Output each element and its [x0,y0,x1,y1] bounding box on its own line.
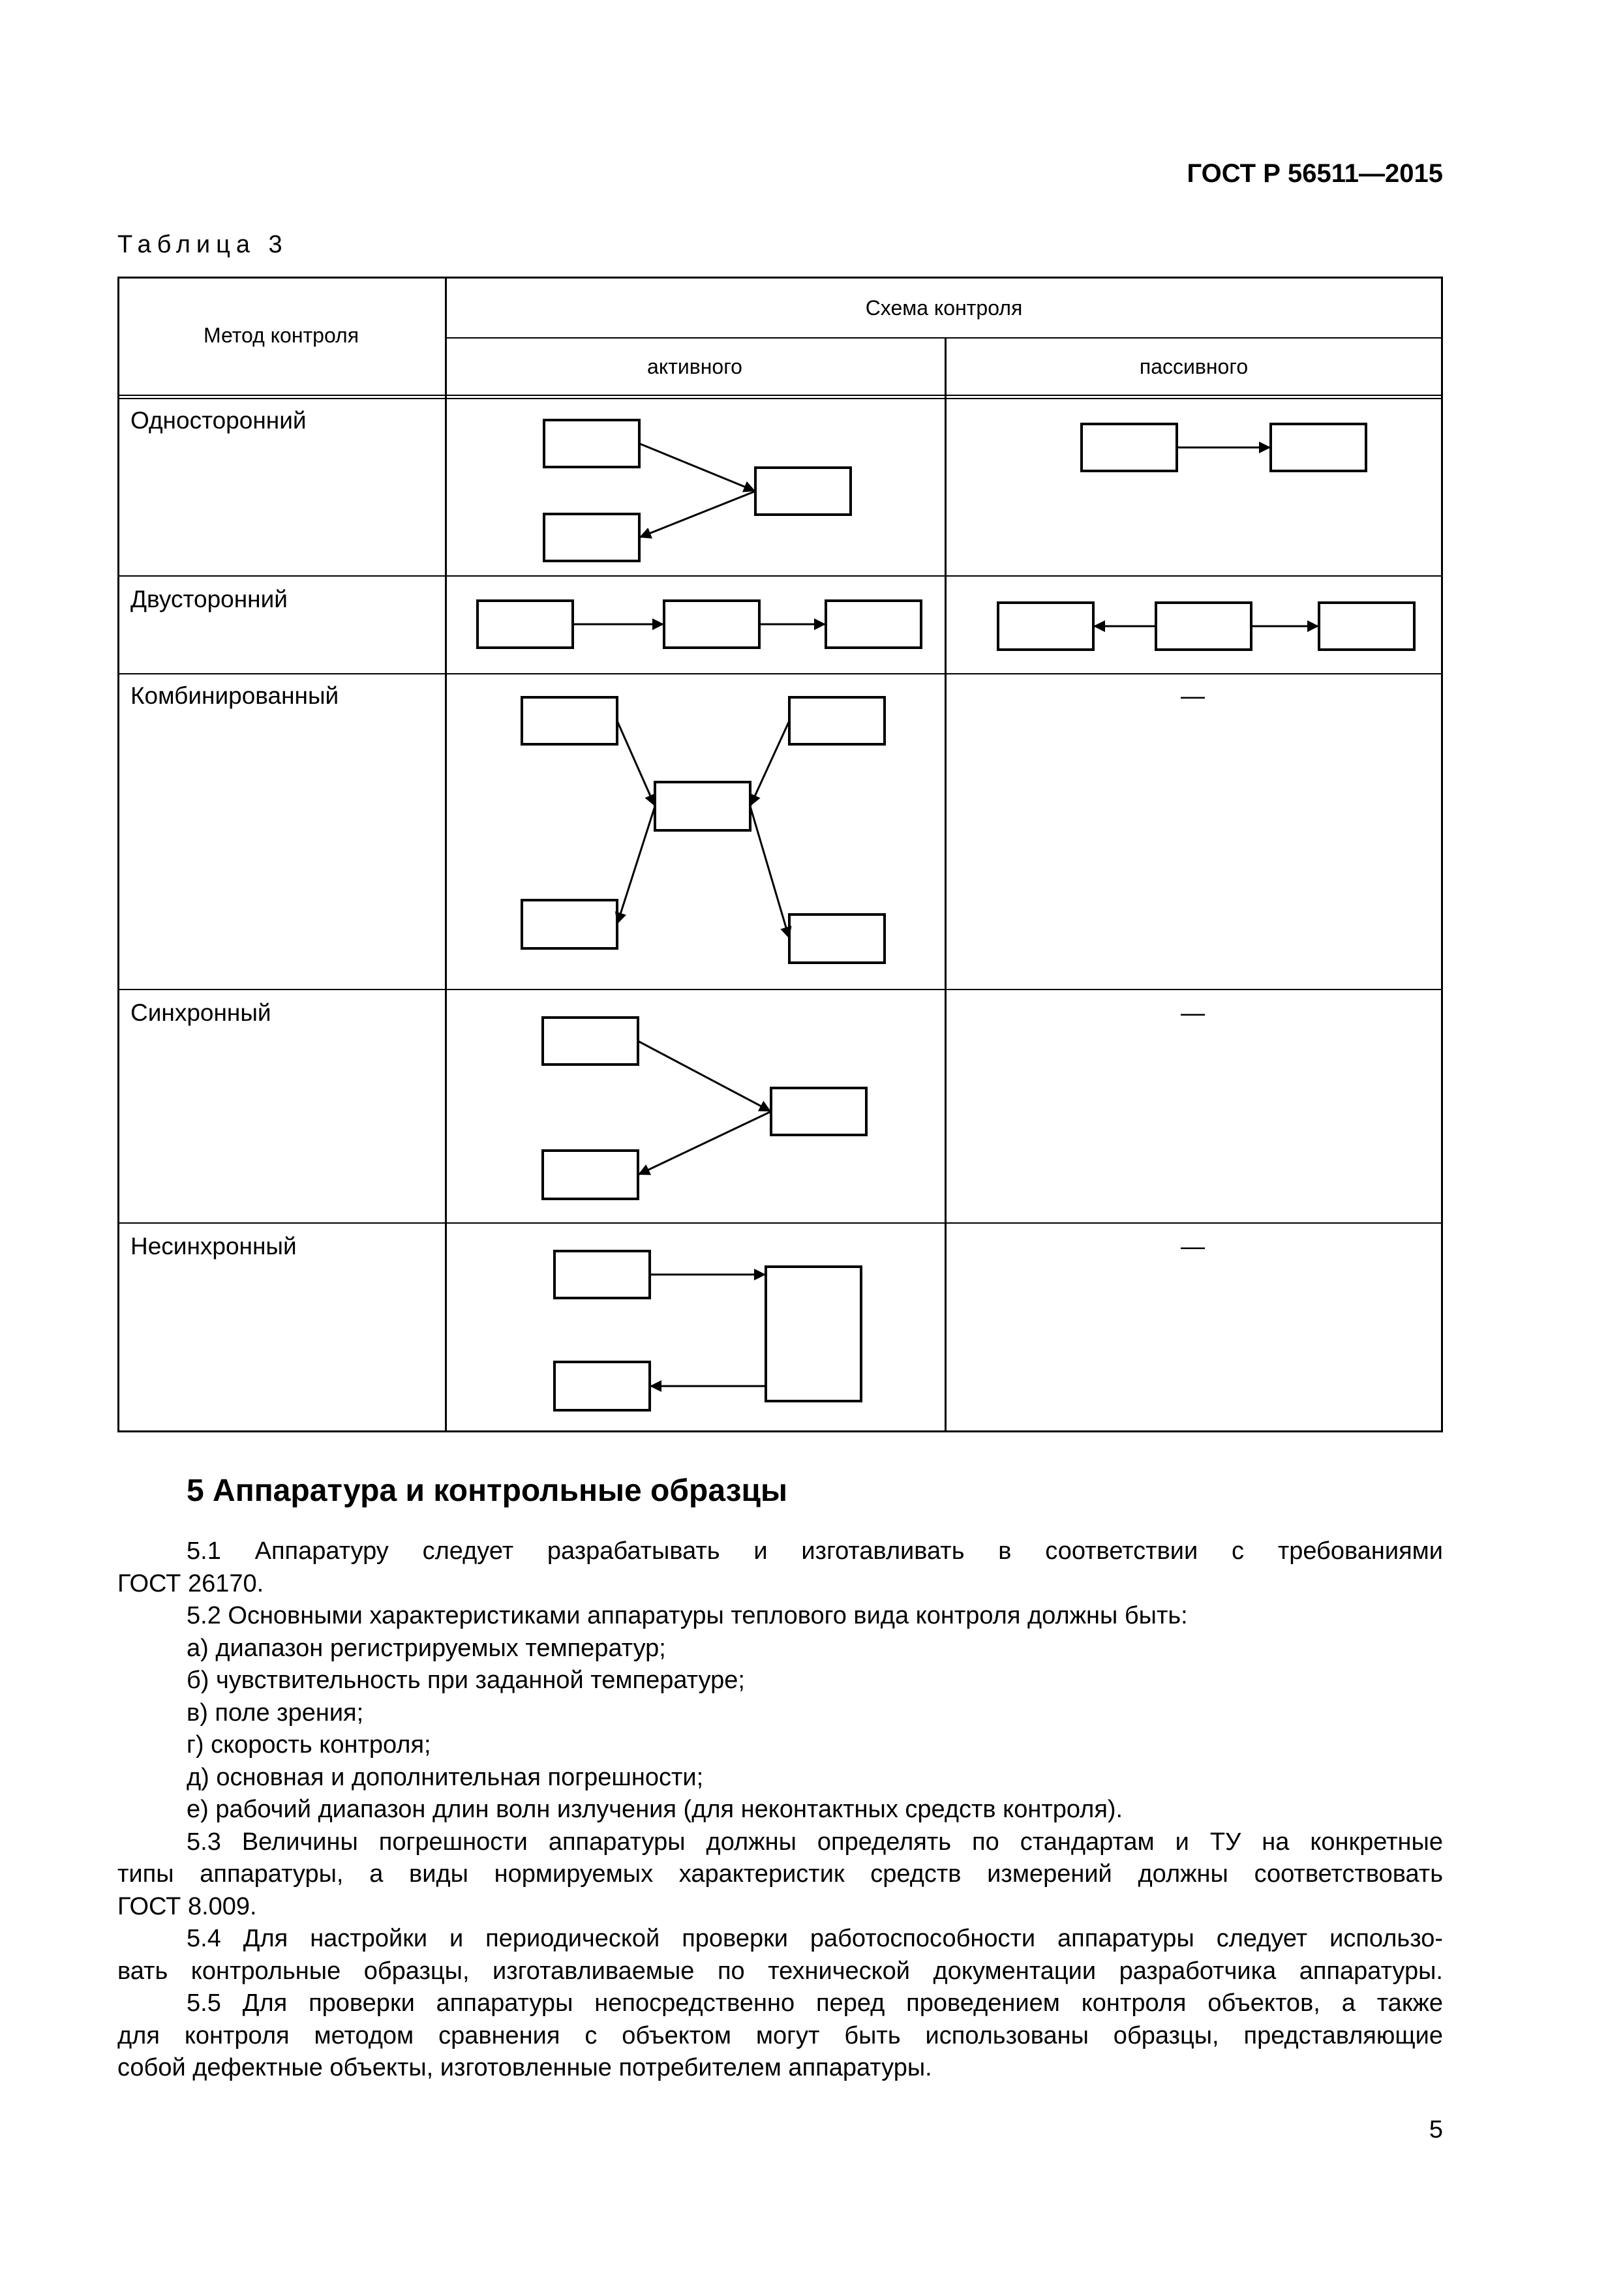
list-item-b: б) чувствительность при заданной температуре; [187,1667,745,1694]
list-item-g: г) скорость контроля; [187,1731,431,1759]
one-sided-active-arrow-in [639,444,755,491]
paragraph-5-3-line-3: ГОСТ 8.009. [117,1892,257,1920]
header-scheme: Схема контроля [865,296,1023,320]
asynchronous-receiver-box [554,1362,650,1410]
list-item-d: д) основная и дополнительная погрешности; [187,1763,704,1791]
list-item-e: е) рабочий диапазон длин волн излучения (для неконтактных средств контроля). [187,1796,1123,1823]
header-active: активного [647,355,742,378]
one-sided-active-source-box [544,420,639,467]
one-sided-active-arrow-out [639,491,755,537]
combined-source-right-box [789,697,885,744]
synchronous-object-box [771,1088,866,1135]
row-label-combined: Комбинированный [130,682,339,709]
page-number: 5 [1429,2116,1443,2143]
paragraph-5-5-line-3: собой дефектные объекты, изготовленные потребителем аппаратуры. [117,2054,932,2081]
combined-arrow-from-left-source [617,721,655,806]
two-sided-active-receiver-box [826,601,921,648]
two-sided-active-object-box [664,601,759,648]
paragraph-5-2: 5.2 Основными характеристиками аппаратуры теплового вида контроля должны быть: [187,1602,1188,1629]
row-label-two-sided: Двусторонний [130,586,288,612]
document-id: ГОСТ Р 56511—2015 [1187,159,1443,188]
combined-object-box [655,782,750,830]
two-sided-active-source-box [478,601,573,648]
two-sided-passive-receiver-right-box [1319,603,1414,650]
control-schemes-table [117,277,1443,1432]
synchronous-receiver-box [543,1151,638,1199]
list-item-a: а) диапазон регистрируемых температур; [187,1634,666,1662]
control-scheme-diagrams [117,277,1443,1432]
two-sided-passive-receiver-left-box [998,603,1093,650]
paragraph-5-5-line-2: для контроля методом сравнения с объектом могут быть использованы образцы, представляющие [117,2021,1443,2049]
passive-dash-combined: — [1181,682,1205,709]
row-label-one-sided: Односторонний [130,407,307,434]
paragraph-5-4-line-1: 5.4 Для настройки и периодической проверки работоспособности аппаратуры следует использо- [187,1925,1443,1952]
section-title: 5 Аппаратура и контрольные образцы [187,1473,787,1508]
synchronous-arrow-out [638,1111,771,1175]
combined-arrow-from-right-source [750,721,789,806]
row-label-asynchronous: Несинхронный [130,1233,297,1260]
asynchronous-object-box [766,1267,861,1401]
one-sided-passive-object-box [1082,424,1177,471]
paragraph-5-3-line-1: 5.3 Величины погрешности аппаратуры должны определять по стандартам и ТУ на конкретные [187,1828,1443,1856]
combined-arrow-to-right-receiver [750,806,789,939]
asynchronous-source-box [554,1251,650,1298]
one-sided-active-object-box [755,468,851,515]
synchronous-arrow-in [638,1041,771,1111]
combined-receiver-left-box [522,900,617,948]
paragraph-5-1-line-1: 5.1 Аппаратуру следует разрабатывать и изготавливать в соответствии с требованиями [187,1537,1443,1565]
combined-source-left-box [522,697,617,744]
paragraph-5-3-line-2: типы аппаратуры, а виды нормируемых характеристик средств измерений должны соответствовать [117,1860,1443,1888]
two-sided-passive-object-box [1156,603,1251,650]
header-passive: пассивного [1139,355,1249,378]
paragraph-5-5-line-1: 5.5 Для проверки аппаратуры непосредственно перед проведением контроля объектов, а также [187,1989,1443,2017]
one-sided-active-receiver-box [544,514,639,561]
row-label-synchronous: Синхронный [130,999,271,1026]
combined-receiver-right-box [789,914,885,963]
header-method: Метод контроля [203,324,359,347]
table-caption: Таблица 3 [117,231,288,258]
combined-arrow-to-left-receiver [617,806,655,924]
passive-dash-asynchronous: — [1181,1233,1205,1260]
synchronous-source-box [543,1018,638,1065]
list-item-v: в) поле зрения; [187,1699,364,1727]
section-body [117,1535,1443,2085]
paragraph-5-4-line-2: вать контрольные образцы, изготавливаемые по технической документации разработчика аппаратуры. [117,1957,1443,1985]
paragraph-5-1-line-2: ГОСТ 26170. [117,1569,264,1597]
one-sided-passive-receiver-box [1271,424,1366,471]
passive-dash-synchronous: — [1181,999,1205,1026]
